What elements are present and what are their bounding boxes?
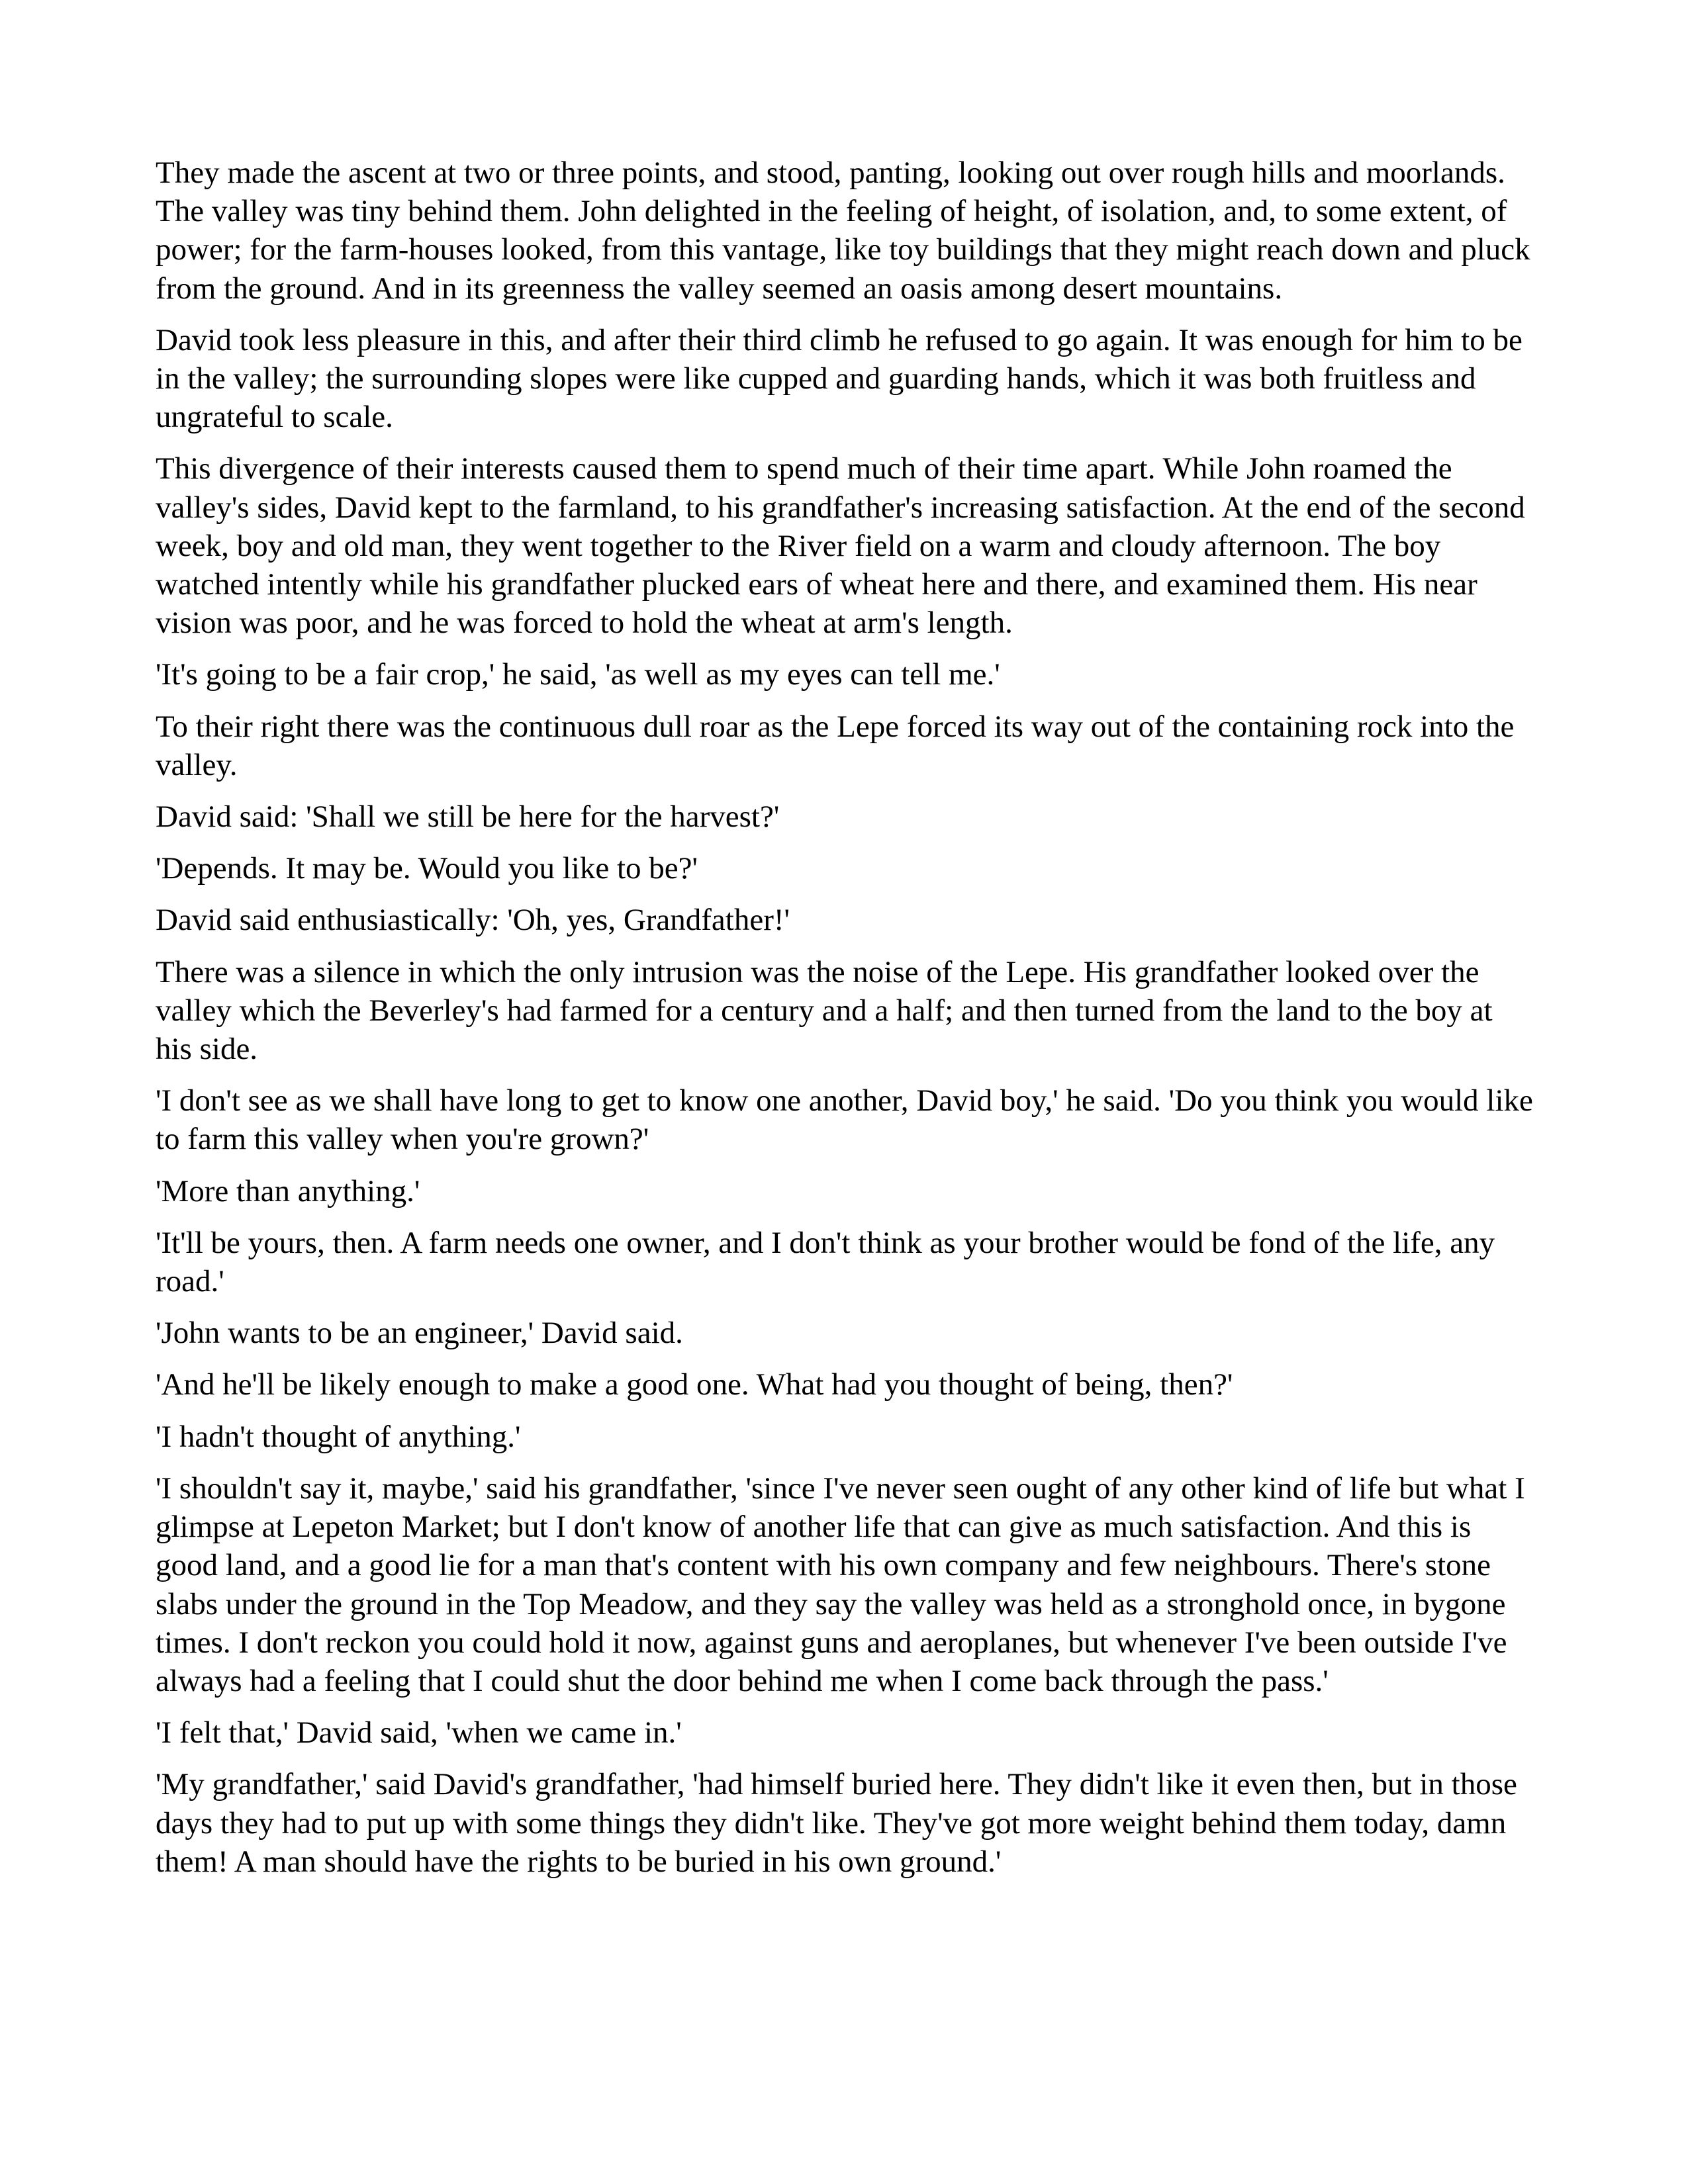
paragraph: To their right there was the continuous dull roar as the Lepe forced its way out of the containing rock into the valley. <box>156 709 1515 782</box>
paragraph: 'Depends. It may be. Would you like to be?' <box>156 851 698 886</box>
paragraph: 'I shouldn't say it, maybe,' said his grandfather, 'since I've never seen ought of any other kind of life but what I glimpse at Lepeton Market; but I don't know of another life that can give as much satisfaction. And this is good land, and a good lie for a man that's content with his own company and few neighbours. There's stone slabs under the ground in the Top Meadow, and they say the valley was held as a stronghold once, in bygone times. I don't reckon you could hold it now, against guns and aeroplanes, but whenever I've been outside I've always had a feeling that I could shut the door behind me when I come back through the pass.' <box>156 1471 1525 1698</box>
paragraph: This divergence of their interests caused them to spend much of their time apart. While John roamed the valley's sides, David kept to the farmland, to his grandfather's increasing satisfaction. At the end of the second week, boy and old man, they went together to the River field on a warm and cloudy afternoon. The boy watched intently while his grandfather plucked ears of wheat here and there, and examined them. His near vision was poor, and he was forced to hold the wheat at arm's length. <box>156 451 1525 641</box>
paragraph: David said: 'Shall we still be here for the harvest?' <box>156 799 780 835</box>
paragraph: They made the ascent at two or three points, and stood, panting, looking out over rough hills and moorlands. The valley was tiny behind them. John delighted in the feeling of height, of isolation, and, to some extent, of power; for the farm-houses looked, from this vantage, like toy buildings that they might reach down and pluck from the ground. And in its greenness the valley seemed an oasis among desert mountains. <box>156 156 1530 306</box>
paragraph: There was a silence in which the only intrusion was the noise of the Lepe. His grandfather looked over the valley which the Beverley's had farmed for a century and a half; and then turned from the land to the boy at his side. <box>156 954 1493 1067</box>
paragraph: 'And he'll be likely enough to make a good one. What had you thought of being, then?' <box>156 1367 1233 1402</box>
paragraph: 'I don't see as we shall have long to get to know one another, David boy,' he said. 'Do you think you would like to farm this valley when you're grown?' <box>156 1083 1533 1157</box>
body-text <box>156 154 1536 1894</box>
paragraph: David said enthusiastically: 'Oh, yes, Grandfather!' <box>156 903 790 938</box>
paragraph: 'More than anything.' <box>156 1173 420 1208</box>
paragraph: 'It's going to be a fair crop,' he said, 'as well as my eyes can tell me.' <box>156 657 1000 692</box>
paragraph: 'I felt that,' David said, 'when we came in.' <box>156 1715 682 1751</box>
paragraph: 'It'll be yours, then. A farm needs one owner, and I don't think as your brother would be fond of the life, any road.' <box>156 1225 1495 1299</box>
paragraph: 'John wants to be an engineer,' David said. <box>156 1316 683 1351</box>
paragraph: David took less pleasure in this, and after their third climb he refused to go again. It was enough for him to be in the valley; the surrounding slopes were like cupped and guarding hands, which it was both fruitless and ungrateful to scale. <box>156 322 1523 435</box>
paragraph: 'I hadn't thought of anything.' <box>156 1419 521 1454</box>
paragraph: 'My grandfather,' said David's grandfather, 'had himself buried here. They didn't like it even then, but in those days they had to put up with some things they didn't like. They've got more weight behind them today, damn them! A man should have the rights to be buried in his own ground.' <box>156 1767 1517 1879</box>
